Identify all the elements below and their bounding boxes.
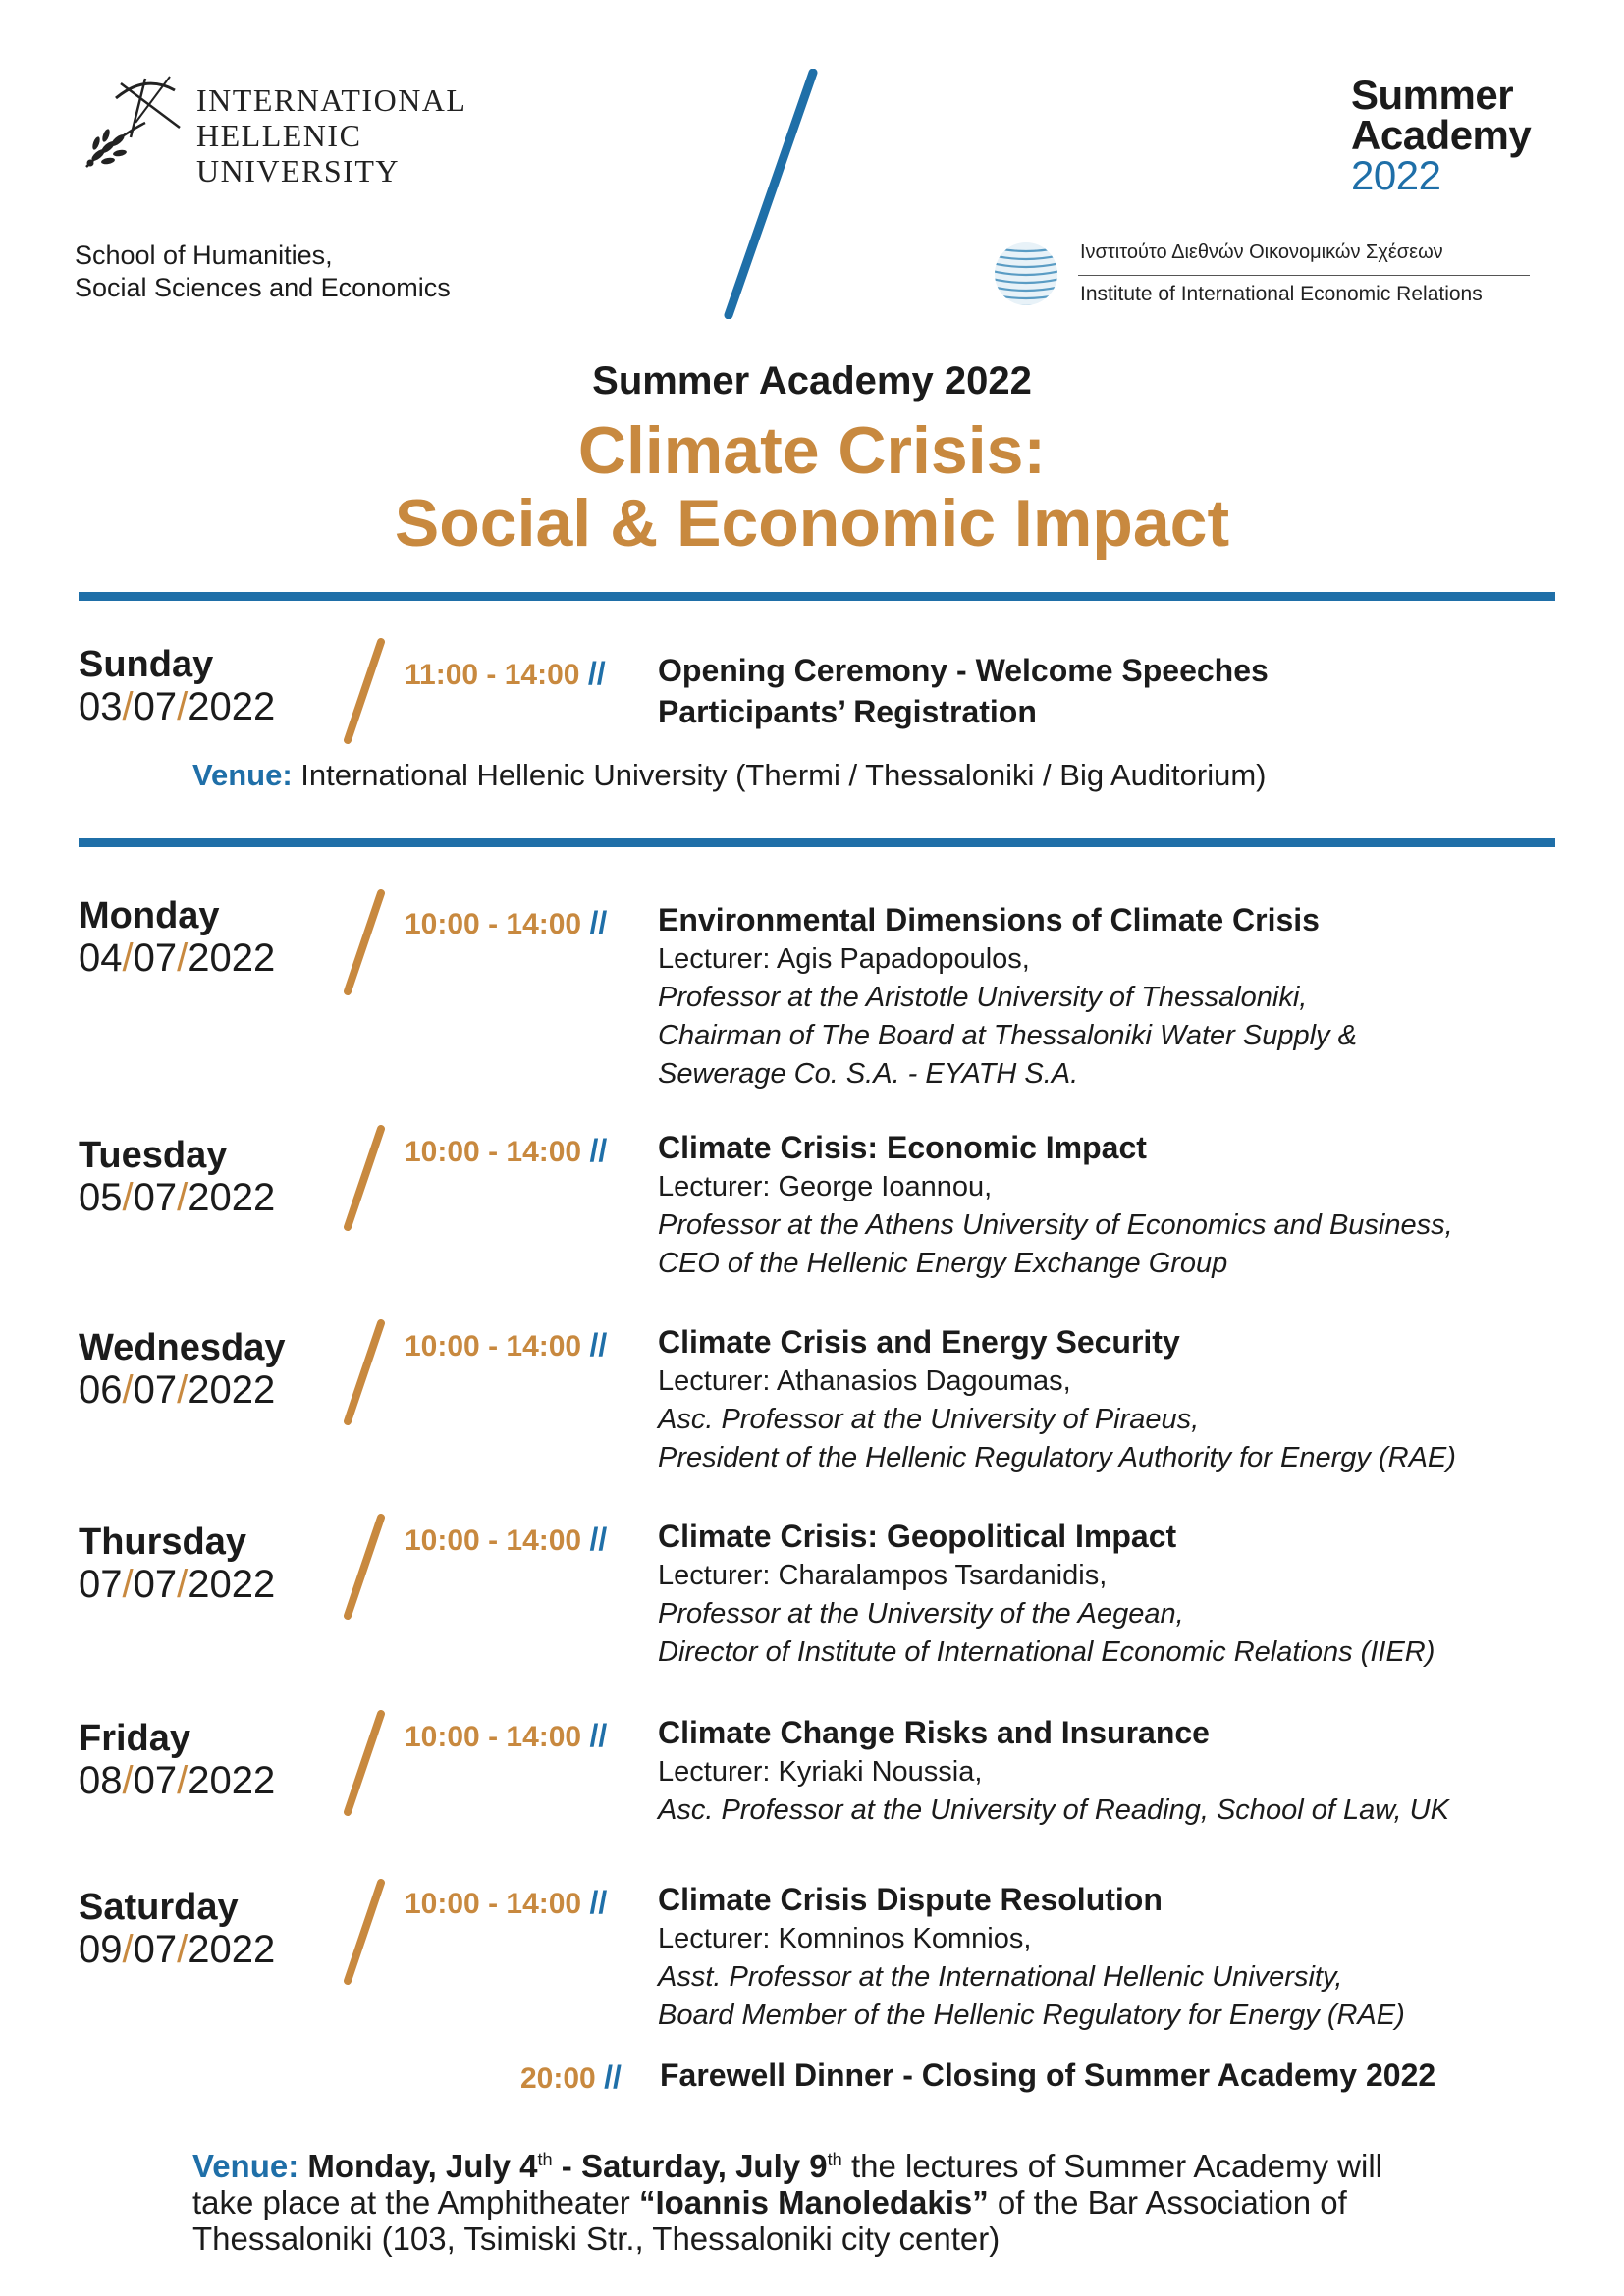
venue-date-dash: -	[552, 2148, 581, 2184]
day-label	[79, 1522, 334, 1606]
day-label	[79, 1718, 334, 1802]
event-title-line2: Social & Economic Impact	[394, 486, 1230, 561]
date-separator: /	[122, 936, 134, 980]
day-label	[79, 644, 334, 728]
time-separator: //	[589, 1522, 608, 1557]
session-lecturer-role: Professor at the Aristotle University of Thessaloniki,	[658, 982, 1308, 1013]
day-name: Wednesday	[79, 1327, 286, 1368]
school-name-line: Social Sciences and Economics	[75, 273, 451, 302]
university-name-line: INTERNATIONAL	[196, 82, 467, 118]
day-name: Thursday	[79, 1522, 247, 1563]
day-slash-divider	[340, 1319, 389, 1427]
time-separator: //	[589, 1327, 608, 1362]
session-time	[405, 1718, 607, 1754]
session-lecturer-role: Sewerage Co. S.A. - EYATH S.A.	[658, 1058, 1079, 1090]
date-day: 08	[79, 1759, 123, 1802]
summer-academy-logo-line2: Academy	[1351, 112, 1532, 158]
session-lecturer-role: Director of Institute of International Economic Relations (IIER)	[658, 1636, 1435, 1668]
session-lecturer-role: Chairman of The Board at Thessaloniki Water Supply &	[658, 1020, 1357, 1051]
session-block	[658, 1321, 1561, 1477]
session-lecturer: Lecturer: Athanasios Dagoumas,	[658, 1365, 1071, 1397]
session-lecturer: Lecturer: George Ioannou,	[658, 1171, 993, 1202]
day-slash-divider	[340, 638, 389, 746]
date-month: 07	[133, 1759, 178, 1802]
institute-divider	[1078, 275, 1530, 276]
venue-date-start: Monday, July 4	[307, 2148, 538, 2184]
time-text: 11:00 - 14:00	[405, 659, 580, 691]
date-month: 07	[133, 685, 178, 728]
day-date	[79, 1759, 334, 1802]
date-separator: /	[122, 1928, 134, 1971]
opening-venue	[192, 758, 1267, 793]
session-lecturer: Lecturer: Komninos Komnios,	[658, 1923, 1032, 1954]
date-day: 07	[79, 1563, 123, 1606]
session-time	[405, 905, 607, 941]
session-time	[405, 1522, 607, 1558]
session-lecturer: Lecturer: Agis Papadopoulos,	[658, 943, 1030, 975]
date-day: 06	[79, 1368, 123, 1412]
session-lecturer-role: Board Member of the Hellenic Regulatory for Energy (RAE)	[658, 2000, 1405, 2031]
farewell-time	[520, 2059, 622, 2096]
session-lecturer-role: President of the Hellenic Regulatory Authority for Energy (RAE)	[658, 1442, 1456, 1473]
date-separator: /	[177, 1928, 189, 1971]
venue-note-text: of the Bar Association of	[988, 2184, 1347, 2220]
date-month: 07	[133, 1563, 178, 1606]
day-date	[79, 1928, 334, 1971]
date-year: 2022	[188, 1176, 276, 1219]
venue-note-line3: Thessaloniki (103, Tsimiski Str., Thessaloniki city center)	[192, 2220, 1001, 2257]
venue-note-text: take place at the Amphitheater	[192, 2184, 639, 2220]
time-separator: //	[587, 656, 606, 691]
day-name: Monday	[79, 895, 220, 936]
ordinal-suffix: th	[537, 2150, 553, 2169]
date-year: 2022	[188, 1563, 276, 1606]
time-separator: //	[589, 905, 608, 940]
date-separator: /	[122, 1368, 134, 1412]
session-time	[405, 1885, 607, 1921]
opening-session	[658, 650, 1561, 732]
date-month: 07	[133, 1928, 178, 1971]
session-block	[658, 899, 1561, 1094]
session-lecturer-role: Professor at the Athens University of Economics and Business,	[658, 1209, 1453, 1241]
university-name-line: UNIVERSITY	[196, 153, 400, 188]
session-time	[405, 1327, 607, 1363]
farewell-title: Farewell Dinner - Closing of Summer Academy 2022	[660, 2057, 1436, 2093]
session-lecturer-role: Asc. Professor at the University of Piraeus,	[658, 1404, 1200, 1435]
school-name-line: School of Humanities,	[75, 240, 333, 270]
day-name: Saturday	[79, 1887, 239, 1928]
date-year: 2022	[188, 685, 276, 728]
venue-text: International Hellenic University (Thermi / Thessaloniki / Big Auditorium)	[300, 758, 1267, 792]
session-title: Climate Crisis and Energy Security	[658, 1324, 1180, 1360]
date-separator: /	[122, 1563, 134, 1606]
day-slash-divider	[340, 1125, 389, 1233]
ordinal-suffix: th	[827, 2150, 842, 2169]
time-text: 10:00 - 14:00	[405, 1524, 582, 1557]
header-divider-slash	[717, 69, 825, 319]
date-separator: /	[177, 1759, 189, 1802]
session-block	[658, 1879, 1561, 2035]
day-slash-divider	[340, 1514, 389, 1622]
date-day: 04	[79, 936, 123, 980]
middle-divider-rule	[79, 838, 1555, 847]
day-name: Tuesday	[79, 1135, 228, 1176]
event-title	[0, 414, 1624, 560]
date-separator: /	[122, 1759, 134, 1802]
day-label	[79, 1887, 334, 1971]
date-day: 09	[79, 1928, 123, 1971]
session-lecturer: Lecturer: Kyriaki Noussia,	[658, 1756, 983, 1788]
day-date	[79, 1563, 334, 1606]
session-title: Climate Crisis Dispute Resolution	[658, 1882, 1163, 1917]
date-day: 03	[79, 685, 123, 728]
event-subtitle: Summer Academy 2022	[592, 359, 1032, 402]
school-name	[75, 240, 451, 304]
time-separator: //	[589, 1718, 608, 1753]
session-title: Environmental Dimensions of Climate Crisis	[658, 902, 1320, 937]
session-block	[658, 1712, 1561, 1830]
institute-name-english: Institute of International Economic Relations	[1080, 283, 1483, 305]
session-lecturer: Lecturer: Charalampos Tsardanidis,	[658, 1560, 1108, 1591]
lectures-venue-note	[192, 2142, 1479, 2257]
university-name-line: HELLENIC	[196, 118, 362, 153]
session-block	[658, 1127, 1561, 1283]
session-time	[405, 1133, 607, 1169]
date-month: 07	[133, 1176, 178, 1219]
summer-academy-logo	[1351, 72, 1532, 198]
date-separator: /	[122, 1176, 134, 1219]
date-month: 07	[133, 936, 178, 980]
session-time	[405, 656, 606, 692]
day-name: Sunday	[79, 644, 214, 685]
globe-icon	[992, 240, 1060, 308]
time-text: 10:00 - 14:00	[405, 1888, 582, 1920]
time-text: 10:00 - 14:00	[405, 1721, 582, 1753]
date-separator: /	[177, 1563, 189, 1606]
day-label	[79, 1135, 334, 1219]
day-date	[79, 1368, 334, 1412]
top-divider-rule	[79, 592, 1555, 601]
university-logo-icon	[77, 69, 194, 177]
day-label	[79, 895, 334, 980]
time-separator: //	[604, 2059, 622, 2095]
day-label	[79, 1327, 334, 1412]
summer-academy-logo-year: 2022	[1351, 152, 1441, 198]
date-separator: /	[177, 1176, 189, 1219]
venue-date-end: Saturday, July 9	[580, 2148, 828, 2184]
session-lecturer-role: Professor at the University of the Aegean,	[658, 1598, 1184, 1629]
university-name	[196, 82, 466, 188]
time-text: 20:00	[520, 2062, 596, 2095]
session-title: Climate Crisis: Geopolitical Impact	[658, 1519, 1177, 1554]
date-separator: /	[122, 685, 134, 728]
date-separator: /	[177, 1368, 189, 1412]
time-text: 10:00 - 14:00	[405, 908, 582, 940]
time-separator: //	[589, 1133, 608, 1168]
session-block	[658, 1516, 1561, 1672]
session-lecturer-role: Asst. Professor at the International Hellenic University,	[658, 1961, 1343, 1993]
institute-name-greek: Ινστιτούτο Διεθνών Οικονομικών Σχέσεων	[1080, 241, 1443, 263]
session-lecturer-role: CEO of the Hellenic Energy Exchange Group	[658, 1248, 1228, 1279]
day-slash-divider	[340, 889, 389, 997]
event-title-line1: Climate Crisis:	[577, 413, 1047, 488]
date-separator: /	[177, 936, 189, 980]
date-separator: /	[177, 685, 189, 728]
day-name: Friday	[79, 1718, 191, 1759]
day-slash-divider	[340, 1879, 389, 1987]
venue-note-text: the lectures of Summer Academy will	[841, 2148, 1382, 2184]
time-separator: //	[589, 1885, 608, 1920]
session-title: Climate Crisis: Economic Impact	[658, 1130, 1147, 1165]
venue-note-line1	[192, 2142, 1479, 2184]
day-date	[79, 685, 334, 728]
date-year: 2022	[188, 1928, 276, 1971]
session-title: Opening Ceremony - Welcome Speeches	[658, 653, 1269, 688]
time-text: 10:00 - 14:00	[405, 1136, 582, 1168]
session-title: Participants’ Registration	[658, 694, 1037, 729]
date-month: 07	[133, 1368, 178, 1412]
date-day: 05	[79, 1176, 123, 1219]
venue-label: Venue:	[192, 758, 293, 792]
date-year: 2022	[188, 1759, 276, 1802]
date-year: 2022	[188, 936, 276, 980]
time-text: 10:00 - 14:00	[405, 1330, 582, 1362]
session-lecturer-role: Asc. Professor at the University of Reading, School of Law, UK	[658, 1794, 1449, 1826]
day-slash-divider	[340, 1710, 389, 1818]
amphitheater-name: “Ioannis Manoledakis”	[638, 2184, 989, 2220]
date-year: 2022	[188, 1368, 276, 1412]
venue-note-line2	[192, 2184, 1479, 2220]
summer-academy-logo-line1: Summer	[1351, 72, 1514, 118]
venue-label: Venue:	[192, 2148, 299, 2184]
day-date	[79, 1176, 334, 1219]
day-date	[79, 936, 334, 980]
session-title: Climate Change Risks and Insurance	[658, 1715, 1210, 1750]
